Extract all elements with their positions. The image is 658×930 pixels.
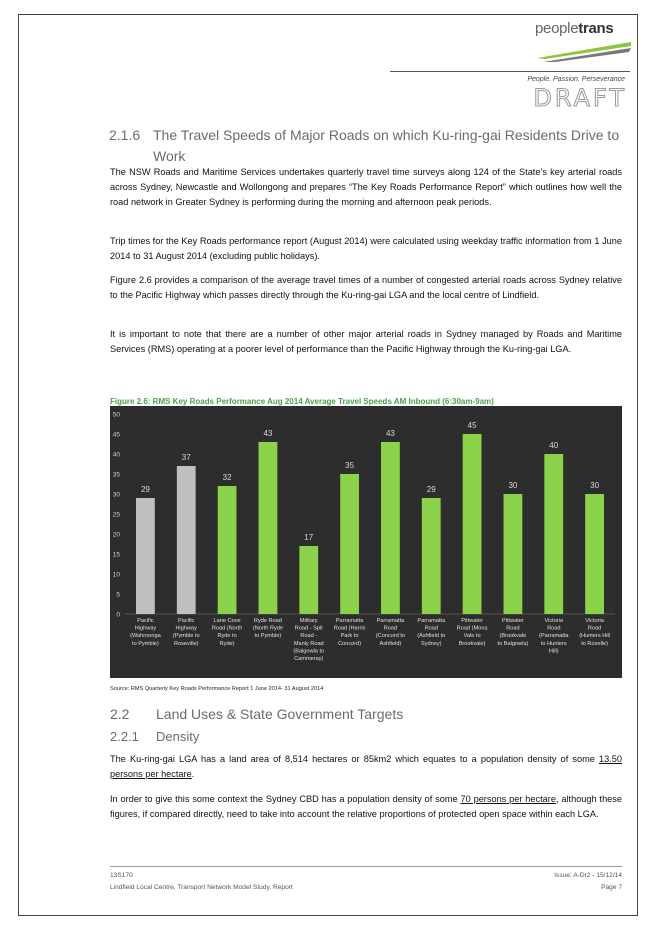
x-category-label-line: Road <box>383 625 398 632</box>
paragraph-4: It is important to note that there are a number of other major arterial roads in Sydney managed by Roads and Maritime Services (RMS) operating at a poorer level of performance than the Pacific Highway through the Ku-ring-gai LGA. <box>110 329 622 354</box>
y-tick-label: 0 <box>116 611 120 619</box>
x-category-label <box>293 618 324 662</box>
x-category-label-line: Road (Harris <box>333 625 366 632</box>
x-category-label-line: Ryde to <box>217 633 237 640</box>
y-tick-label: 25 <box>112 511 120 519</box>
x-category-label-line: Concord) <box>338 640 362 647</box>
bar-value-label: 30 <box>590 481 600 490</box>
bar-value-label: 35 <box>345 461 355 470</box>
bar-value-label: 43 <box>385 429 395 438</box>
x-category-label-line: (Wahroonga <box>130 633 161 640</box>
x-category-label-line: Ashfield) <box>379 640 402 647</box>
footer-doc-number: 13S170 <box>110 872 133 879</box>
bar <box>381 442 400 614</box>
x-category-label-line: Manly Road <box>293 640 324 647</box>
density-paragraph-2 <box>110 792 622 822</box>
x-category-label-line: Hill) <box>548 648 559 655</box>
x-category-label <box>498 618 529 647</box>
x-category-label-line: Brookvale) <box>458 640 486 647</box>
text-run: In order to give this some context the Sydney CBD has a population density of some <box>110 794 461 804</box>
x-category-label-line: Road <box>587 625 602 632</box>
y-tick-label: 5 <box>116 591 120 599</box>
header-rule <box>390 71 630 72</box>
x-category-label <box>417 618 446 647</box>
x-category-label-line: Highway <box>175 625 197 632</box>
bar <box>585 494 604 614</box>
bar <box>504 494 523 614</box>
x-category-label-line: (Brookvale <box>499 633 527 640</box>
x-category-label-line: Road - <box>300 633 318 640</box>
x-category-label-line: Road (North <box>211 625 243 632</box>
bar <box>463 434 482 614</box>
section-title: The Travel Speeds of Major Roads on which Ku-ring-gai Residents Drive to Work <box>153 127 620 164</box>
figure-source: Source: RMS Quarterly Key Roads Performance Report 1 June 2014- 31 August 2014 <box>110 686 324 692</box>
x-category-label-line: Road <box>547 625 561 632</box>
x-category-label-line: Lane Cove <box>213 618 241 624</box>
bar <box>259 442 278 614</box>
x-category-label-line: (Balgowla to <box>293 648 325 655</box>
bar-value-label: 32 <box>222 473 232 482</box>
x-category-label-line: Road (Mona <box>456 625 488 632</box>
y-tick-label: 30 <box>112 491 120 499</box>
section-heading-2-1-6 <box>110 125 620 167</box>
x-category-label-line: Cammeray) <box>294 656 324 662</box>
x-category-label-line: Road <box>424 625 438 632</box>
x-category-label <box>457 618 489 647</box>
x-category-label-line: Military <box>299 618 318 624</box>
x-category-label-line: Pittwater <box>502 618 524 624</box>
logo-text <box>535 20 613 37</box>
section-title: Land Uses & State Government Targets <box>156 706 404 722</box>
y-tick-label: 15 <box>112 551 120 559</box>
footer-issue: Issue: A-Dr2 - 15/12/14 <box>554 872 622 879</box>
x-category-label <box>253 618 283 639</box>
bar <box>544 454 563 614</box>
y-tick-label: 40 <box>112 451 120 459</box>
text-run: The Ku-ring-gai LGA has a land area of 8,514 hectares or 85km2 which equates to a population density of some <box>110 754 599 764</box>
peopletrans-logo <box>535 18 633 68</box>
x-category-label <box>173 618 200 647</box>
bar-value-label: 40 <box>549 441 559 450</box>
x-category-label-line: (Concord to <box>375 633 406 640</box>
y-tick-label: 20 <box>112 531 120 539</box>
x-category-label <box>212 618 242 647</box>
y-tick-label: 50 <box>112 411 120 419</box>
y-tick-label: 10 <box>112 571 120 579</box>
x-category-label-line: Sydney) <box>420 640 442 647</box>
x-category-label-line: Parramatta <box>417 618 446 624</box>
x-category-label-line: (Pymble to <box>172 633 200 640</box>
x-category-label-line: Road - Spit <box>294 625 323 632</box>
x-category-label-line: (Hunters Hill <box>579 633 610 640</box>
bar-value-label: 37 <box>181 453 191 462</box>
x-category-label-line: Highway <box>134 625 157 632</box>
x-category-label-line: Road <box>506 625 520 632</box>
x-category-label-line: to Balgowla) <box>497 640 529 647</box>
x-category-label-line: Ryde Road <box>253 618 282 624</box>
section-number: 2.1.6 <box>109 127 141 143</box>
section-number: 2.2.1 <box>110 729 139 744</box>
bar <box>299 546 318 614</box>
bar <box>177 466 196 614</box>
x-category-label-line: Roseville) <box>173 640 199 647</box>
paragraph-3: Figure 2.6 provides a comparison of the average travel times of a number of congested arterial roads across Sydney relative to the Pacific Highway which passes directly through the Ku-ring-gai LGA and the local centre of Lindfield. <box>110 275 622 300</box>
x-category-label-line: (Ashfield to <box>417 633 446 640</box>
x-category-label-line: Victoria <box>544 618 564 624</box>
text-run: , although these figures, if compared directly, need to take into account the relative proportions of protected open space within each LGA. <box>110 794 622 819</box>
x-category-label <box>579 618 610 647</box>
x-category-label-line: (Parramatta <box>538 633 569 640</box>
section-number: 2.2 <box>110 706 130 722</box>
x-category-label-line: to Rozelle) <box>581 640 608 647</box>
x-category-label-line: Vale to <box>463 633 481 640</box>
footer-page-number: Page 7 <box>601 884 622 891</box>
x-category-label-line: Park to <box>340 633 359 640</box>
bar <box>340 474 359 614</box>
x-category-label-line: Pacific <box>178 618 195 624</box>
x-category-label <box>334 618 366 647</box>
bar-value-label: 43 <box>263 429 273 438</box>
x-category-label-line: Ryde) <box>219 640 235 647</box>
density-paragraph-1 <box>110 752 622 782</box>
tagline: People. Passion. Perseverance <box>527 76 625 83</box>
logo-text-light: people <box>535 20 579 37</box>
x-category-label-line: to Pymble) <box>132 640 159 647</box>
x-category-label-line: Parramatta <box>376 618 405 624</box>
x-category-label-line: (North Ryde <box>252 625 283 632</box>
paragraph-2: Trip times for the Key Roads performance report (August 2014) were calculated using weekday traffic information from 1 June 2014 to 31 August 2014 (excluding public holidays). <box>110 236 622 261</box>
x-category-label-line: Pacific <box>137 618 154 624</box>
y-tick-label: 45 <box>112 431 120 439</box>
bar <box>136 498 155 614</box>
x-category-label-line: Parramatta <box>335 618 364 624</box>
x-category-label-line: to Hunters <box>540 640 567 647</box>
x-category-label <box>130 618 161 647</box>
paragraph-1: The NSW Roads and Maritime Services undertakes quarterly travel time surveys along 124 of the State’s key arterial roads across Sydney, Newcastle and Wollongong and prepares “The Key Roads Performance Report” which outlines how well the road network in Greater Sydney is performing during the morning and afternoon peak periods. <box>110 167 622 207</box>
x-category-label <box>376 618 405 647</box>
bar-value-label: 29 <box>426 485 436 494</box>
x-category-label-line: Pittwater <box>461 618 483 624</box>
x-category-label <box>539 618 569 654</box>
bar-value-label: 30 <box>508 481 518 490</box>
y-tick-label: 35 <box>112 471 120 479</box>
bar <box>422 498 441 614</box>
footer-rule <box>110 866 622 867</box>
text-run: . <box>191 769 195 779</box>
bar-value-label: 29 <box>140 485 150 494</box>
draft-watermark: DRAFT <box>533 84 627 112</box>
logo-swoosh-icon <box>535 38 633 64</box>
section-title: Density <box>156 729 200 744</box>
density-value-underlined: 13.50 persons per hectare <box>110 754 622 779</box>
cbd-density-underlined: 70 persons per hectare <box>460 794 556 804</box>
bar-chart <box>110 406 622 678</box>
x-category-label-line: to Pymble) <box>254 633 282 640</box>
x-category-label-line: Victoria <box>585 618 604 624</box>
chart-svg <box>110 406 622 678</box>
figure-caption: Figure 2.6: RMS Key Roads Performance Aug 2014 Average Travel Speeds AM Inbound (6:30am-9am) <box>110 397 494 406</box>
bar <box>218 486 237 614</box>
logo-text-bold: trans <box>578 20 614 37</box>
bar-value-label: 45 <box>467 421 477 430</box>
footer-doc-title: Lindfield Local Centre, Transport Network Model Study, Report <box>110 884 293 891</box>
bar-value-label: 17 <box>304 533 314 542</box>
